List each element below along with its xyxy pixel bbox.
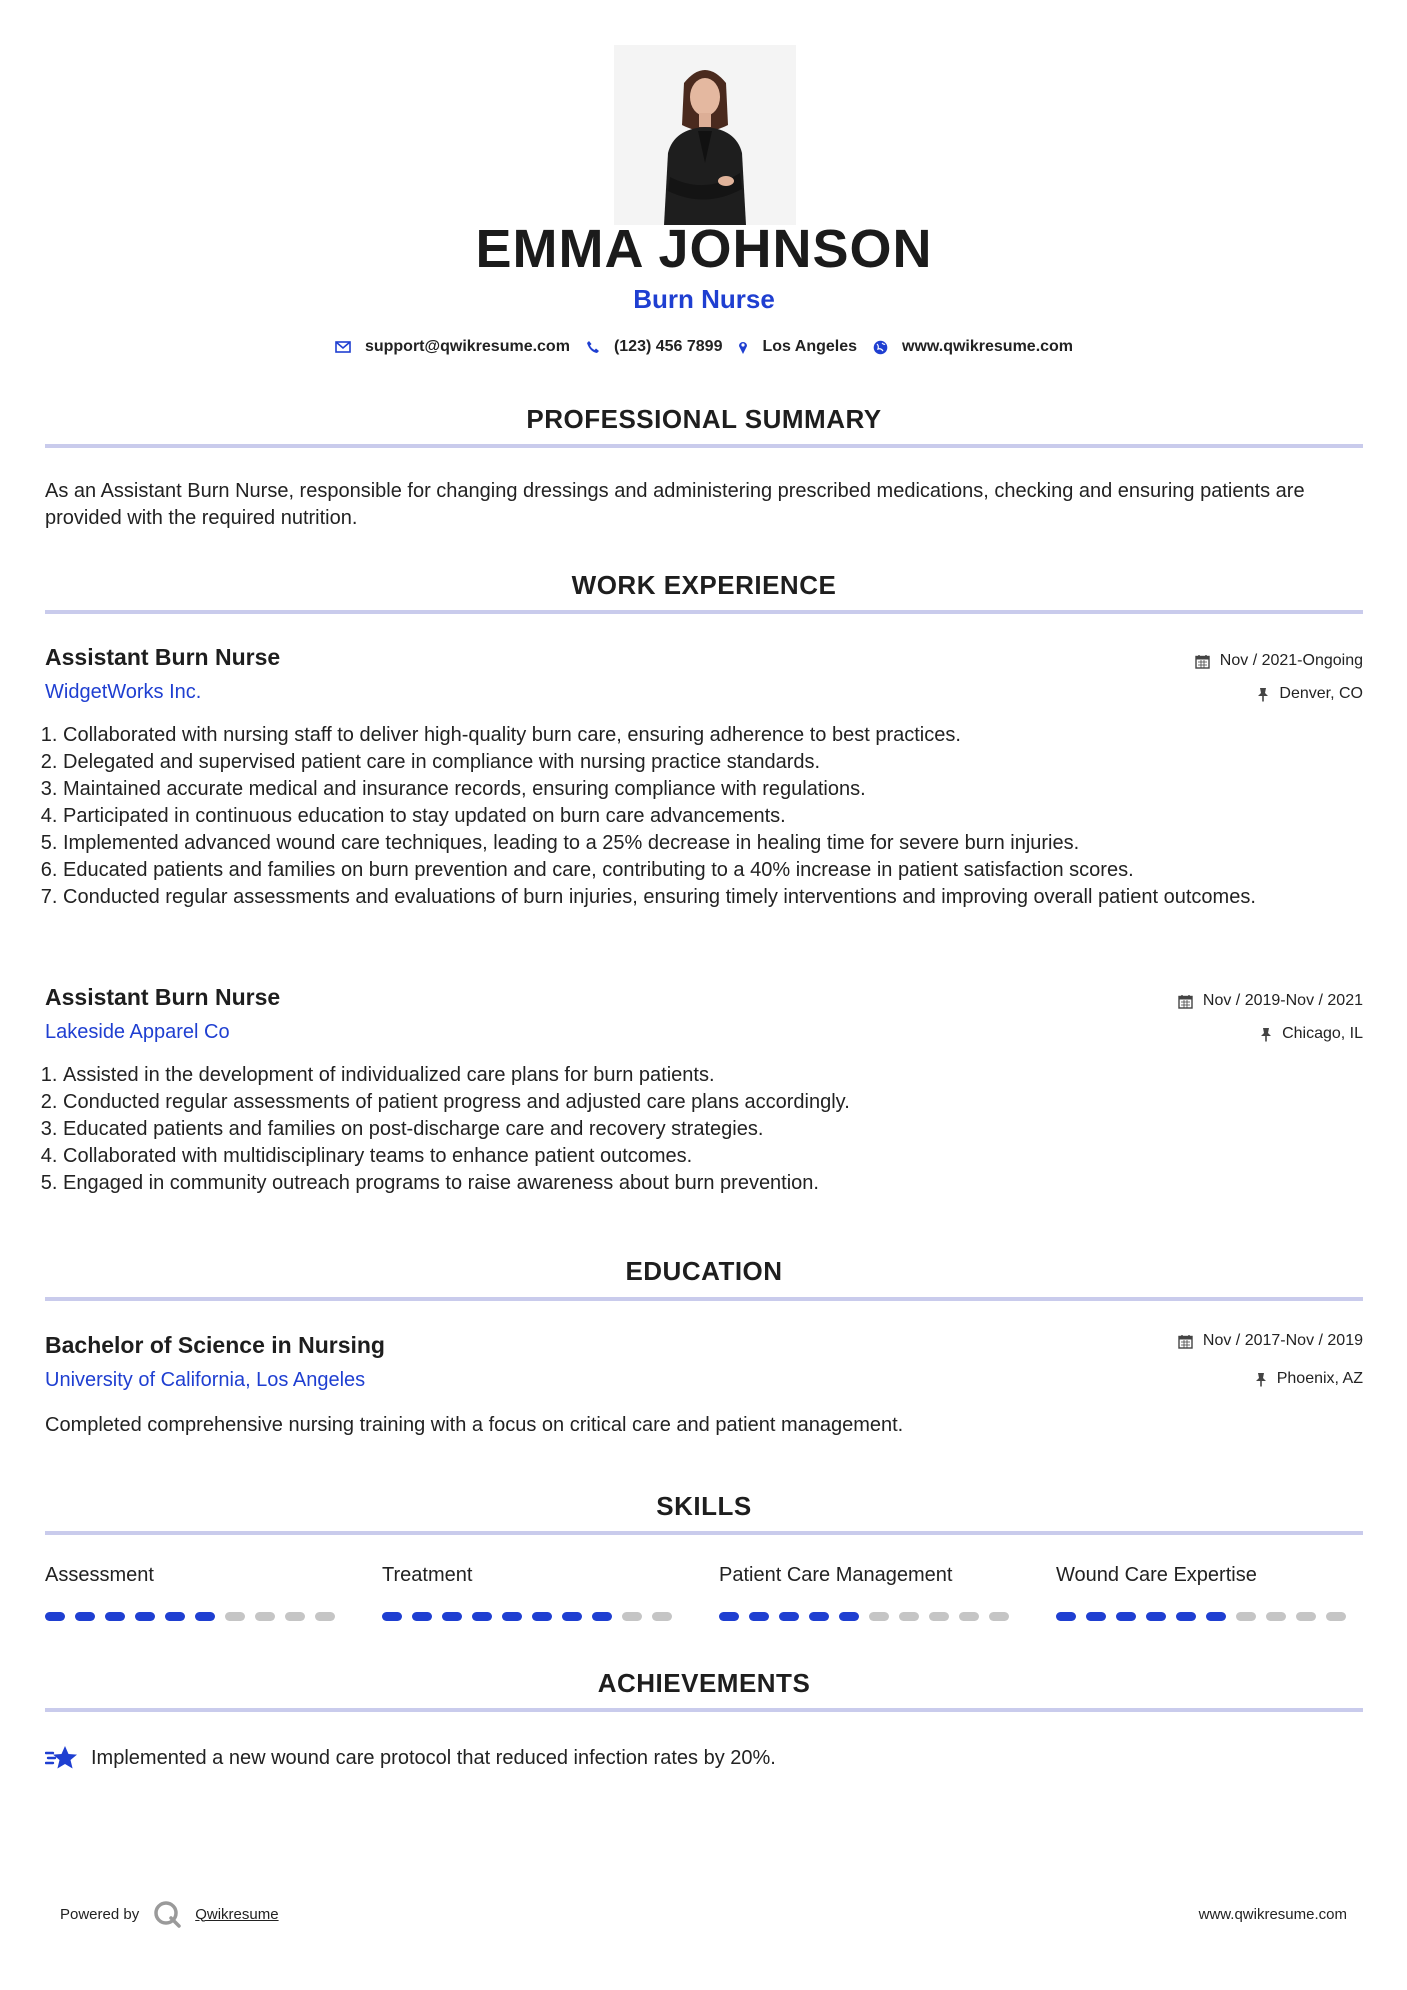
contact-email-text: support@qwikresume.com	[364, 338, 570, 355]
globe-icon	[873, 340, 888, 355]
pushpin-icon	[1257, 687, 1269, 702]
job-1-title: Assistant Burn Nurse	[45, 644, 281, 670]
brand-link[interactable]: Qwikresume	[195, 1905, 279, 1923]
education-dates	[1178, 1332, 1363, 1350]
skill-dot-empty	[225, 1612, 245, 1621]
achievements-heading: ACHIEVEMENTS	[597, 1668, 811, 1698]
phone-icon	[586, 340, 600, 354]
calendar-icon	[1178, 994, 1193, 1009]
skill-assessment	[45, 1564, 345, 1621]
skill-dot-filled	[45, 1612, 65, 1621]
job-1-bullet: 6. Educated patients and families on burn prevention and care, contributing to a 40% increase in patient satisfaction scores.	[63, 857, 1363, 884]
achievement-text: Implemented a new wound care protocol that reduced infection rates by 20%.	[91, 1746, 776, 1769]
contact-location	[738, 338, 857, 356]
skill-dot-filled	[442, 1612, 462, 1621]
skill-dot-empty	[869, 1612, 889, 1621]
calendar-icon	[1195, 654, 1210, 669]
skill-dot-empty	[1296, 1612, 1316, 1621]
summary-heading: PROFESSIONAL SUMMARY	[526, 404, 882, 434]
skill-dot-filled	[1176, 1612, 1196, 1621]
skill-dot-empty	[899, 1612, 919, 1621]
skill-dot-empty	[929, 1612, 949, 1621]
experience-heading: WORK EXPERIENCE	[571, 570, 837, 600]
star-icon	[45, 1745, 79, 1771]
skill-dot-filled	[105, 1612, 125, 1621]
footer-powered-by	[60, 1900, 279, 1928]
skill-dot-filled	[75, 1612, 95, 1621]
skill-dot-filled	[382, 1612, 402, 1621]
contact-email[interactable]	[335, 338, 570, 356]
education-description: Completed comprehensive nursing training with a focus on critical care and patient management.	[45, 1414, 904, 1436]
job-1-dates-text: Nov / 2021-Ongoing	[1219, 652, 1363, 669]
job-1-location-text: Denver, CO	[1279, 685, 1363, 702]
powered-by-label: Powered by	[60, 1905, 140, 1923]
skill-dot-empty	[255, 1612, 275, 1621]
summary-text: As an Assistant Burn Nurse, responsible for changing dressings and administering prescribed medications, checking and ensuring patients are provided with the required nutrition.	[45, 480, 1305, 529]
skill-dot-empty	[622, 1612, 642, 1621]
skill-dot-filled	[749, 1612, 769, 1621]
job-1-bullet: 3. Maintained accurate medical and insurance records, ensuring compliance with regulations.	[63, 776, 1363, 803]
job-2-title: Assistant Burn Nurse	[45, 984, 281, 1010]
skills-heading: SKILLS	[656, 1491, 752, 1521]
skill-dot-filled	[135, 1612, 155, 1621]
job-2-bullets	[45, 1062, 1363, 1197]
job-2-dates	[1178, 992, 1363, 1010]
skill-label: Treatment	[382, 1564, 473, 1586]
skill-dot-empty	[1326, 1612, 1346, 1621]
job-1-bullets	[45, 722, 1363, 911]
job-1-location	[1257, 685, 1363, 703]
skill-patient-care-management	[719, 1564, 1019, 1621]
map-pin-icon	[738, 340, 748, 355]
skill-dot-filled	[412, 1612, 432, 1621]
experience-divider	[45, 610, 1363, 614]
calendar-icon	[1178, 1334, 1193, 1349]
skill-dot-empty	[959, 1612, 979, 1621]
skill-dot-filled	[779, 1612, 799, 1621]
job-2-company[interactable]: Lakeside Apparel Co	[45, 1021, 230, 1043]
education-divider	[45, 1297, 1363, 1301]
footer-website[interactable]: www.qwikresume.com	[1198, 1906, 1347, 1923]
job-2-bullet: 5. Engaged in community outreach programs to raise awareness about burn prevention.	[63, 1170, 1363, 1197]
skill-dot-filled	[1146, 1612, 1166, 1621]
contact-website[interactable]	[873, 338, 1073, 356]
skill-rating	[382, 1612, 682, 1621]
job-2-bullet: 3. Educated patients and families on post-discharge care and recovery strategies.	[63, 1116, 1363, 1143]
skills-divider	[45, 1531, 1363, 1535]
education-location-text: Phoenix, AZ	[1276, 1370, 1363, 1387]
candidate-name: EMMA JOHNSON	[475, 219, 933, 279]
pushpin-icon	[1255, 1372, 1267, 1387]
skill-rating	[719, 1612, 1019, 1621]
qwikresume-logo-icon	[153, 1900, 183, 1928]
skill-dot-filled	[562, 1612, 582, 1621]
skill-dot-empty	[285, 1612, 305, 1621]
skill-dot-empty	[989, 1612, 1009, 1621]
skill-label: Wound Care Expertise	[1056, 1564, 1257, 1586]
education-location	[1255, 1370, 1363, 1388]
skill-dot-filled	[472, 1612, 492, 1621]
skill-dot-empty	[1266, 1612, 1286, 1621]
skill-dot-filled	[809, 1612, 829, 1621]
skill-dot-filled	[195, 1612, 215, 1621]
contact-website-text: www.qwikresume.com	[902, 338, 1074, 355]
job-2-location	[1260, 1025, 1363, 1043]
skill-dot-empty	[652, 1612, 672, 1621]
education-degree: Bachelor of Science in Nursing	[45, 1332, 385, 1358]
contact-location-text: Los Angeles	[762, 338, 858, 355]
candidate-role: Burn Nurse	[633, 284, 775, 314]
job-1-bullet: 2. Delegated and supervised patient care in compliance with nursing practice standards.	[63, 749, 1363, 776]
job-2-bullet: 1. Assisted in the development of individualized care plans for burn patients.	[63, 1062, 1363, 1089]
skill-wound-care-expertise	[1056, 1564, 1356, 1621]
skill-label: Assessment	[45, 1564, 154, 1586]
job-1-bullet: 4. Participated in continuous education to stay updated on burn care advancements.	[63, 803, 1363, 830]
contact-bar	[45, 338, 1363, 356]
skill-dot-filled	[502, 1612, 522, 1621]
education-dates-text: Nov / 2017-Nov / 2019	[1202, 1332, 1363, 1349]
skill-dot-empty	[315, 1612, 335, 1621]
skill-rating	[45, 1612, 345, 1621]
skill-dot-filled	[719, 1612, 739, 1621]
job-1-dates	[1195, 652, 1363, 670]
skill-rating	[1056, 1612, 1356, 1621]
skill-dot-filled	[532, 1612, 552, 1621]
job-2-dates-text: Nov / 2019-Nov / 2021	[1202, 992, 1363, 1009]
job-1-bullet: 7. Conducted regular assessments and evaluations of burn injuries, ensuring timely interventions and improving overall patient outcomes.	[63, 884, 1363, 911]
skill-dot-filled	[839, 1612, 859, 1621]
skill-dot-filled	[1056, 1612, 1076, 1621]
achievements-divider	[45, 1708, 1363, 1712]
job-2-bullet: 4. Collaborated with multidisciplinary teams to enhance patient outcomes.	[63, 1143, 1363, 1170]
profile-photo	[614, 45, 796, 225]
skill-label: Patient Care Management	[719, 1564, 953, 1586]
contact-phone[interactable]	[586, 338, 723, 356]
skill-dot-filled	[1086, 1612, 1106, 1621]
education-school[interactable]: University of California, Los Angeles	[45, 1369, 366, 1391]
skill-dot-filled	[1116, 1612, 1136, 1621]
job-1-company[interactable]: WidgetWorks Inc.	[45, 681, 202, 703]
contact-phone-text: (123) 456 7899	[613, 338, 723, 355]
job-2-bullet: 2. Conducted regular assessments of patient progress and adjusted care plans accordingly.	[63, 1089, 1363, 1116]
skill-dot-filled	[592, 1612, 612, 1621]
achievement-item	[45, 1745, 776, 1771]
job-1-bullet: 1. Collaborated with nursing staff to deliver high-quality burn care, ensuring adherence to best practices.	[63, 722, 1363, 749]
envelope-icon	[335, 341, 351, 353]
skill-dot-empty	[1236, 1612, 1256, 1621]
pushpin-icon	[1260, 1027, 1272, 1042]
summary-divider	[45, 444, 1363, 448]
education-heading: EDUCATION	[625, 1256, 783, 1286]
skill-treatment	[382, 1564, 682, 1621]
job-2-location-text: Chicago, IL	[1282, 1025, 1363, 1042]
job-1-bullet: 5. Implemented advanced wound care techniques, leading to a 25% decrease in healing time for severe burn injuries.	[63, 830, 1363, 857]
skill-dot-filled	[165, 1612, 185, 1621]
skill-dot-filled	[1206, 1612, 1226, 1621]
